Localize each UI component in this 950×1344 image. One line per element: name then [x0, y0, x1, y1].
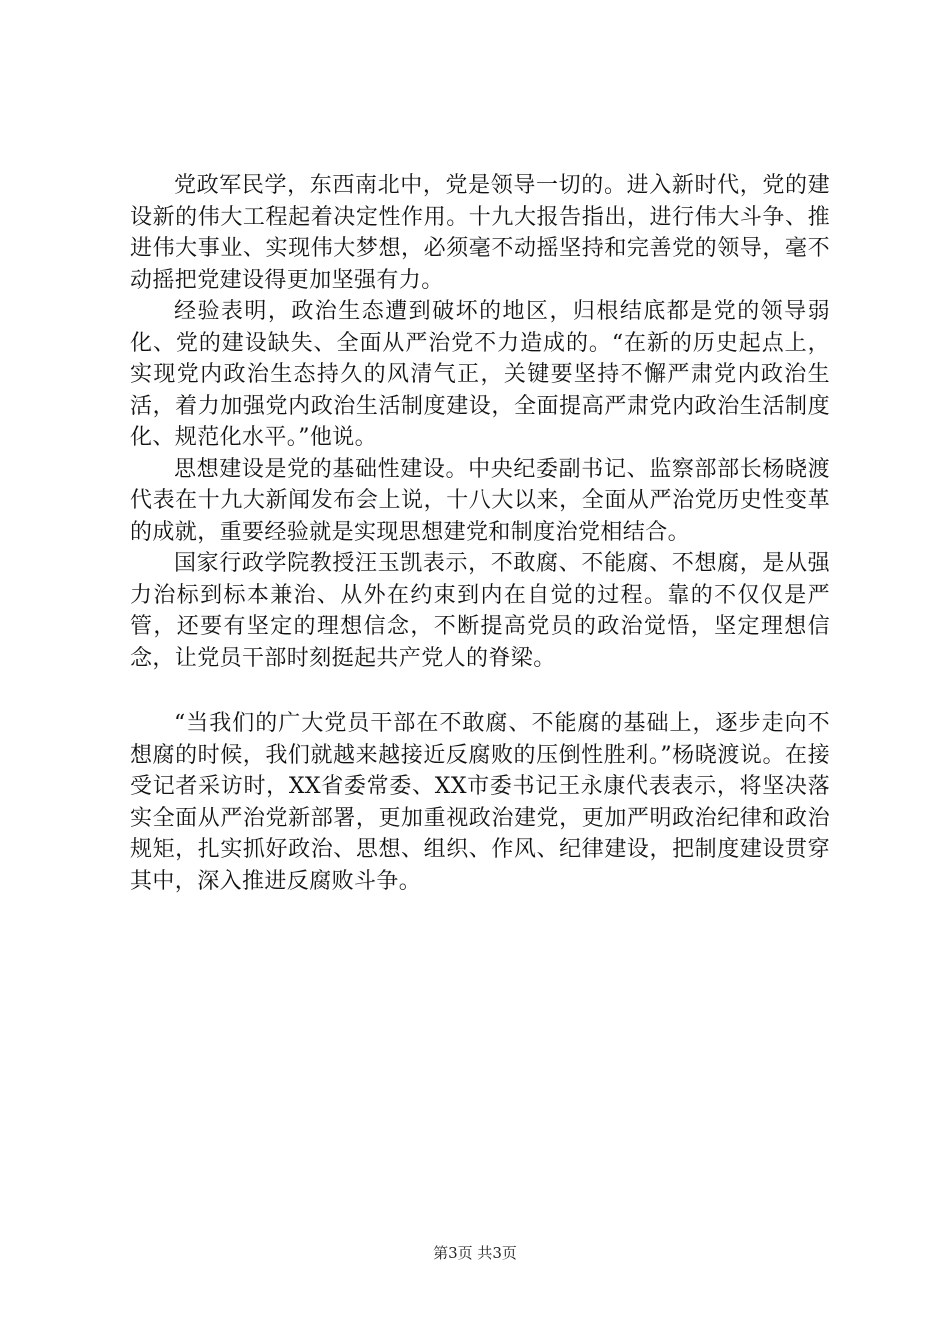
paragraph-spacer — [130, 674, 830, 708]
paragraph-5: “当我们的广大党员干部在不敢腐、不能腐的基础上，逐步走向不想腐的时候，我们就越来越接近反腐败的压倒性胜利。”杨晓渡说。在接受记者采访时，XX省委常委、XX市委书记王永康代表表示，将坚决落实全面从严治党新部署，更加重视政治建党，更加严明政治纪律和政治规矩，扎实抓好政治、思想、组织、作风、纪律建设，把制度建设贯穿其中，深入推进反腐败斗争。 — [130, 711, 830, 894]
document-body — [130, 170, 830, 897]
paragraph-4: 国家行政学院教授汪玉凯表示，不敢腐、不能腐、不想腐，是从强力治标到标本兼治、从外在约束到内在自觉的过程。靠的不仅仅是严管，还要有坚定的理想信念，不断提高党员的政治觉悟，坚定理想信念，让党员干部时刻挺起共产党人的脊梁。 — [130, 551, 830, 671]
paragraph-1: 党政军民学，东西南北中，党是领导一切的。进入新时代，党的建设新的伟大工程起着决定性作用。十九大报告指出，进行伟大斗争、推进伟大事业、实现伟大梦想，必须毫不动摇坚持和完善党的领导，毫不动摇把党建设得更加坚强有力。 — [130, 173, 830, 293]
paragraph-2: 经验表明，政治生态遭到破坏的地区，归根结底都是党的领导弱化、党的建设缺失、全面从严治党不力造成的。“在新的历史起点上，实现党内政治生态持久的风清气正，关键要坚持不懈严肃党内政治生活，着力加强党内政治生活制度建设，全面提高严肃党内政治生活制度化、规范化水平。”他说。 — [130, 299, 830, 450]
paragraph-3: 思想建设是党的基础性建设。中央纪委副书记、监察部部长杨晓渡代表在十九大新闻发布会上说，十八大以来，全面从严治党历史性变革的成就，重要经验就是实现思想建党和制度治党相结合。 — [130, 456, 830, 545]
page-footer: 第3页 共3页 — [433, 1244, 517, 1262]
